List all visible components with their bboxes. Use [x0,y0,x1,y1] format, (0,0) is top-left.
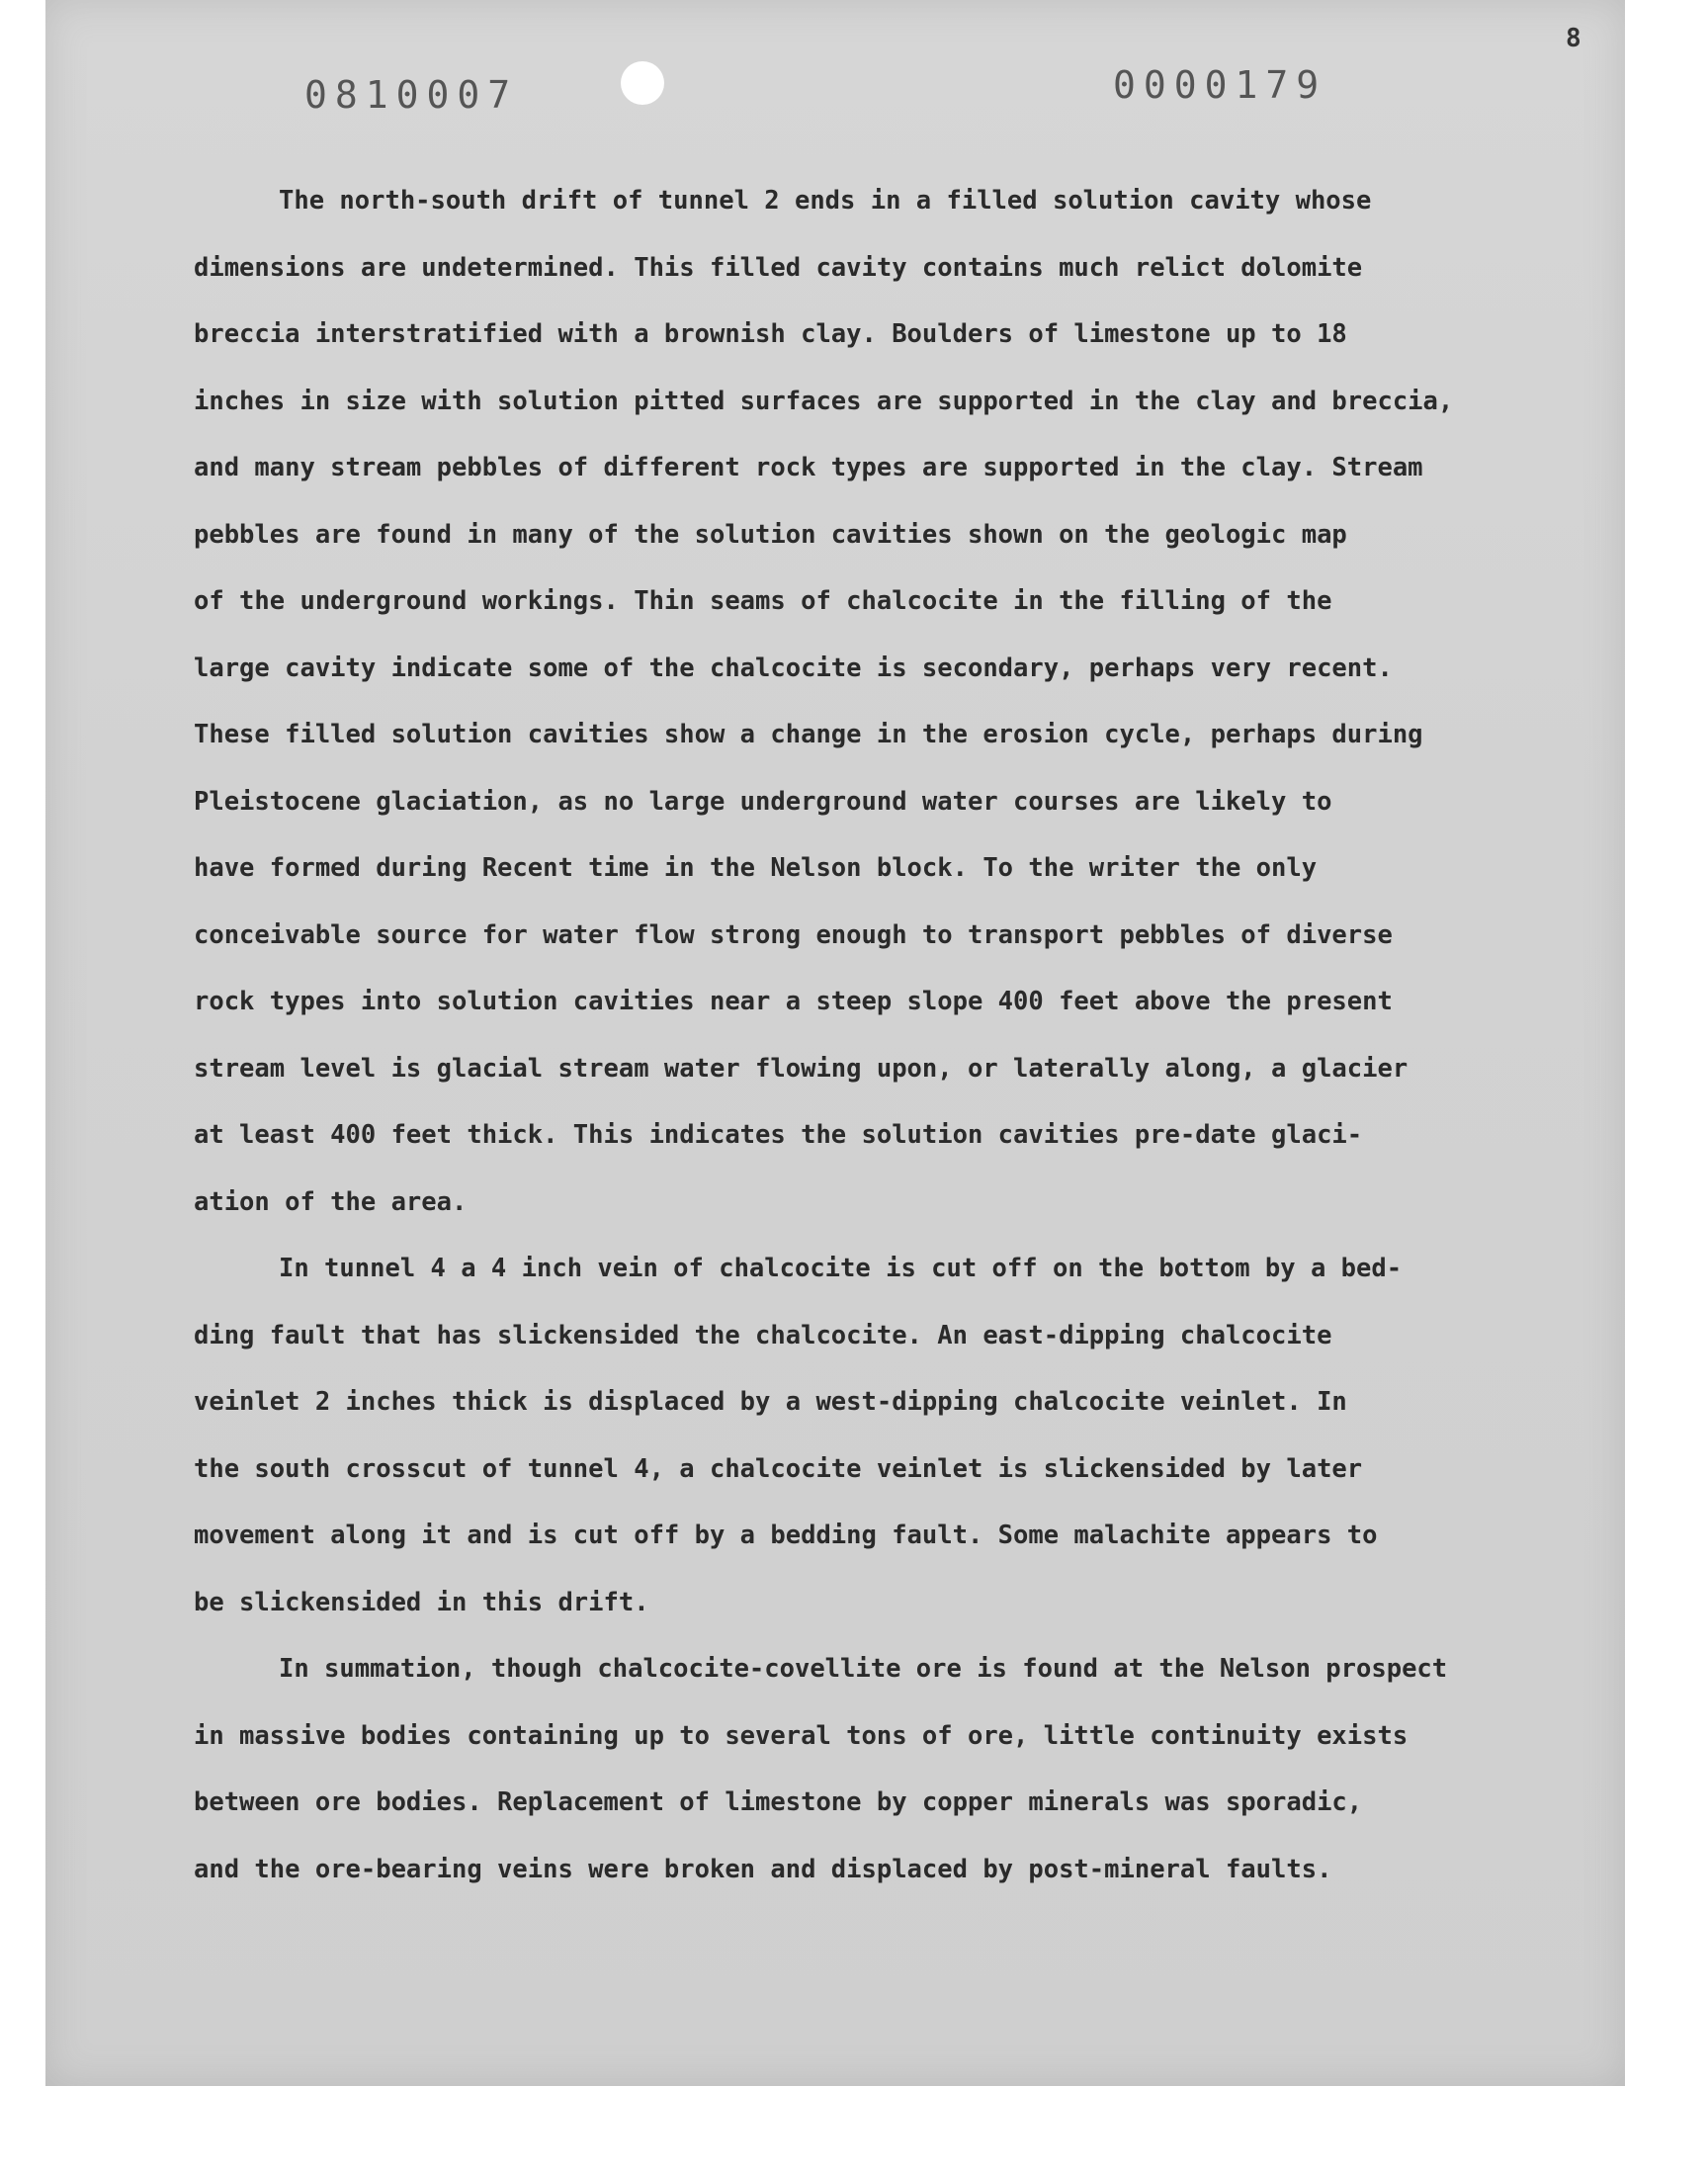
text-line: The north-south drift of tunnel 2 ends in a filled solution cavity whose [279,186,1372,216]
text-line: at least 400 feet thick. This indicates the solution cavities pre-date glaci- [194,1120,1363,1150]
text-line: the south crosscut of tunnel 4, a chalcocite veinlet is slickensided by later [194,1453,1363,1484]
text-line: between ore bodies. Replacement of limestone by copper minerals was sporadic, [194,1787,1363,1817]
text-line: inches in size with solution pitted surfaces are supported in the clay and breccia, [194,386,1454,416]
text-line: stream level is glacial stream water flowing upon, or laterally along, a glacier [194,1053,1409,1084]
text-line: of the underground workings. Thin seams of chalcocite in the filling of the [194,586,1332,616]
page-number: 8 [1566,24,1581,53]
text-line: large cavity indicate some of the chalcocite is secondary, perhaps very recent. [194,652,1393,683]
text-line: dimensions are undetermined. This filled cavity contains much relict dolomite [194,252,1363,283]
paragraph [194,1236,1578,1636]
text-line: in massive bodies containing up to several tons of ore, little continuity exists [194,1720,1409,1751]
text-line: be slickensided in this drift. [194,1587,649,1617]
text-line: pebbles are found in many of the solution cavities shown on the geologic map [194,519,1347,550]
text-line: movement along it and is cut off by a bedding fault. Some malachite appears to [194,1521,1378,1550]
text-line: In tunnel 4 a 4 inch vein of chalcocite is cut off on the bottom by a bed- [279,1254,1403,1283]
document-stamp-left: 0810007 [304,73,519,117]
text-line: conceivable source for water flow strong enough to transport pebbles of diverse [194,919,1393,950]
text-line: veinlet 2 inches thick is displaced by a west-dipping chalcocite veinlet. In [194,1387,1347,1417]
text-line: breccia interstratified with a brownish clay. Boulders of limestone up to 18 [194,319,1347,349]
text-line: and the ore-bearing veins were broken and displaced by post-mineral faults. [194,1854,1332,1884]
punch-hole [621,61,664,105]
paragraph [194,168,1578,1236]
text-line: ation of the area. [194,1186,468,1217]
text-line: These filled solution cavities show a change in the erosion cycle, perhaps during [194,720,1423,749]
text-line: ding fault that has slickensided the chalcocite. An east-dipping chalcocite [194,1320,1332,1350]
document-body [194,168,1578,1903]
paragraph [194,1636,1578,1903]
document-stamp-right: 0000179 [1113,63,1327,107]
text-line: and many stream pebbles of different rock types are supported in the clay. Stream [194,453,1423,482]
text-line: Pleistocene glaciation, as no large underground water courses are likely to [194,786,1332,817]
text-line: have formed during Recent time in the Nelson block. To the writer the only [194,853,1318,883]
text-line: rock types into solution cavities near a steep slope 400 feet above the present [194,987,1393,1016]
text-line: In summation, though chalcocite-covellite ore is found at the Nelson prospect [279,1654,1448,1684]
